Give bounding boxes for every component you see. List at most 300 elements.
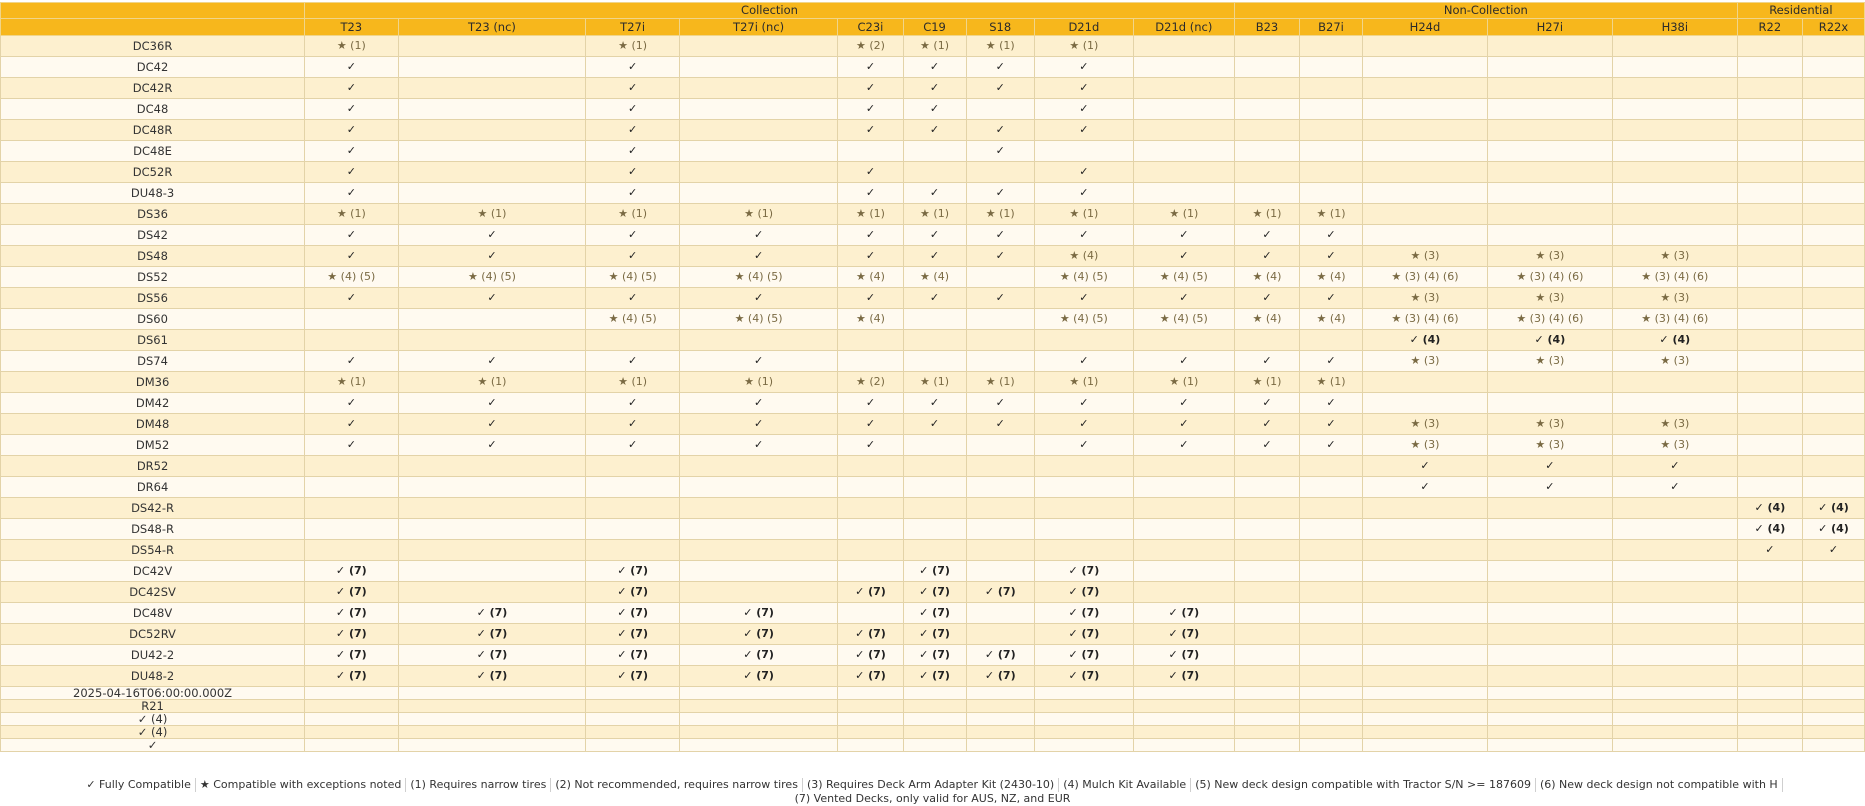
- compatibility-cell: ★ (1): [966, 372, 1034, 393]
- compatibility-cell: ✓: [586, 141, 679, 162]
- compatibility-cell: ★ (1): [1034, 36, 1133, 57]
- compatibility-cell: ✓: [679, 435, 838, 456]
- empty-cell: [838, 739, 903, 752]
- compatibility-cell: [305, 519, 398, 540]
- compatibility-cell: [1034, 540, 1133, 561]
- compatibility-cell: ✓: [1133, 225, 1234, 246]
- empty-cell: [966, 739, 1034, 752]
- compatibility-cell: [1737, 204, 1802, 225]
- compatibility-cell: [1802, 120, 1864, 141]
- compatibility-cell: [838, 498, 903, 519]
- compatibility-cell: ✓: [679, 288, 838, 309]
- compatibility-cell: ✓ (7): [398, 666, 586, 687]
- compatibility-cell: [1300, 540, 1363, 561]
- legend-item: (6) New deck design not compatible with H: [1536, 778, 1783, 792]
- empty-cell: [1802, 687, 1864, 700]
- compatibility-cell: ✓: [679, 351, 838, 372]
- compatibility-cell: [1802, 183, 1864, 204]
- compatibility-cell: [586, 540, 679, 561]
- empty-cell: [305, 726, 398, 739]
- compatibility-cell: [1802, 666, 1864, 687]
- compatibility-cell: ✓: [1034, 183, 1133, 204]
- compatibility-table: [0, 2, 1865, 752]
- compatibility-cell: ✓ (7): [1034, 645, 1133, 666]
- compatibility-cell: [586, 477, 679, 498]
- empty-cell: [305, 739, 398, 752]
- empty-cell: [1363, 687, 1488, 700]
- extra-row-label: ✓: [1, 739, 305, 752]
- compatibility-cell: ★ (3): [1363, 351, 1488, 372]
- compatibility-cell: ✓: [305, 141, 398, 162]
- compatibility-cell: [1234, 78, 1299, 99]
- deck-name: DC42: [1, 57, 305, 78]
- legend-item: (2) Not recommended, requires narrow tires: [551, 778, 803, 792]
- compatibility-cell: [966, 99, 1034, 120]
- compatibility-cell: [1612, 393, 1737, 414]
- compatibility-cell: ✓ (4): [1802, 519, 1864, 540]
- compatibility-cell: [1737, 120, 1802, 141]
- compatibility-cell: [305, 540, 398, 561]
- compatibility-cell: ★ (1): [586, 204, 679, 225]
- compatibility-cell: ✓: [1034, 78, 1133, 99]
- compatibility-cell: ✓: [838, 183, 903, 204]
- compatibility-cell: [1234, 141, 1299, 162]
- compatibility-cell: [679, 456, 838, 477]
- compatibility-cell: [1300, 666, 1363, 687]
- empty-cell: [903, 726, 966, 739]
- empty-cell: [1612, 726, 1737, 739]
- compatibility-cell: [1612, 540, 1737, 561]
- table-row: [1, 603, 1865, 624]
- compatibility-cell: ✓: [838, 78, 903, 99]
- compatibility-cell: [966, 435, 1034, 456]
- compatibility-cell: ✓: [966, 57, 1034, 78]
- compatibility-cell: [1802, 225, 1864, 246]
- empty-cell: [966, 713, 1034, 726]
- column-header: B27i: [1300, 19, 1363, 36]
- empty-cell: [1802, 739, 1864, 752]
- compatibility-cell: [1802, 456, 1864, 477]
- compatibility-cell: ✓: [1034, 99, 1133, 120]
- compatibility-cell: [838, 330, 903, 351]
- compatibility-cell: [1737, 225, 1802, 246]
- compatibility-cell: [903, 435, 966, 456]
- empty-cell: [398, 726, 586, 739]
- compatibility-cell: [586, 498, 679, 519]
- compatibility-cell: [1133, 183, 1234, 204]
- compatibility-cell: [1133, 78, 1234, 99]
- empty-cell: [1234, 739, 1299, 752]
- compatibility-cell: [398, 141, 586, 162]
- table-row: [1, 57, 1865, 78]
- compatibility-cell: ✓ (4): [1737, 519, 1802, 540]
- compatibility-cell: [398, 183, 586, 204]
- compatibility-cell: ✓: [305, 57, 398, 78]
- compatibility-cell: [1234, 540, 1299, 561]
- empty-cell: [1802, 700, 1864, 713]
- compatibility-cell: [1802, 57, 1864, 78]
- compatibility-cell: ✓: [1300, 288, 1363, 309]
- compatibility-cell: ✓: [305, 78, 398, 99]
- deck-name: DS60: [1, 309, 305, 330]
- compatibility-cell: ✓ (7): [903, 624, 966, 645]
- column-header: T23: [305, 19, 398, 36]
- compatibility-cell: ★ (1): [966, 204, 1034, 225]
- compatibility-cell: ✓ (7): [903, 666, 966, 687]
- compatibility-cell: [1802, 141, 1864, 162]
- table-row: [1, 561, 1865, 582]
- table-row: [1, 267, 1865, 288]
- empty-cell: [1487, 700, 1612, 713]
- compatibility-cell: [903, 477, 966, 498]
- empty-cell: [838, 713, 903, 726]
- compatibility-cell: ✓: [966, 393, 1034, 414]
- legend-item: (5) New deck design compatible with Tractor S/N >= 187609: [1191, 778, 1536, 792]
- empty-cell: [1234, 700, 1299, 713]
- compatibility-cell: [1802, 78, 1864, 99]
- compatibility-cell: [903, 498, 966, 519]
- empty-cell: [1300, 713, 1363, 726]
- compatibility-cell: [1234, 36, 1299, 57]
- compatibility-cell: ✓: [586, 99, 679, 120]
- compatibility-cell: ✓ (7): [305, 561, 398, 582]
- compatibility-cell: [1234, 498, 1299, 519]
- compatibility-cell: [1133, 120, 1234, 141]
- compatibility-cell: [838, 603, 903, 624]
- compatibility-cell: [1487, 36, 1612, 57]
- compatibility-cell: ✓: [1363, 456, 1488, 477]
- extra-row: [1, 713, 1865, 726]
- empty-cell: [1300, 726, 1363, 739]
- empty-cell: [1612, 700, 1737, 713]
- compatibility-cell: ★ (3) (4) (6): [1363, 267, 1488, 288]
- compatibility-cell: [1737, 330, 1802, 351]
- compatibility-cell: [1234, 330, 1299, 351]
- compatibility-cell: ✓: [838, 57, 903, 78]
- compatibility-cell: [1363, 78, 1488, 99]
- compatibility-cell: [1363, 372, 1488, 393]
- compatibility-cell: [1802, 36, 1864, 57]
- compatibility-cell: ✓ (4): [1487, 330, 1612, 351]
- compatibility-cell: [903, 162, 966, 183]
- compatibility-cell: ★ (1): [1133, 372, 1234, 393]
- column-header: B23: [1234, 19, 1299, 36]
- compatibility-cell: ★ (1): [1300, 372, 1363, 393]
- compatibility-cell: [1234, 582, 1299, 603]
- deck-name: DS61: [1, 330, 305, 351]
- compatibility-cell: [1034, 141, 1133, 162]
- compatibility-cell: [398, 99, 586, 120]
- table-row: [1, 666, 1865, 687]
- compatibility-cell: ✓ (7): [398, 603, 586, 624]
- compatibility-cell: ✓: [966, 225, 1034, 246]
- compatibility-cell: ✓: [305, 225, 398, 246]
- group-header: Collection: [305, 3, 1235, 19]
- empty-cell: [1487, 687, 1612, 700]
- compatibility-cell: ✓: [903, 99, 966, 120]
- compatibility-cell: [1234, 120, 1299, 141]
- deck-name: DC52R: [1, 162, 305, 183]
- legend: [0, 778, 1865, 806]
- compatibility-cell: ✓: [903, 225, 966, 246]
- empty-cell: [586, 713, 679, 726]
- compatibility-cell: ★ (4) (5): [305, 267, 398, 288]
- empty-cell: [1487, 739, 1612, 752]
- compatibility-cell: [1487, 372, 1612, 393]
- empty-cell: [1133, 726, 1234, 739]
- compatibility-cell: ✓: [1234, 246, 1299, 267]
- empty-cell: [1737, 739, 1802, 752]
- compatibility-cell: [1737, 99, 1802, 120]
- compatibility-cell: [966, 498, 1034, 519]
- compatibility-cell: ✓: [305, 393, 398, 414]
- compatibility-cell: [1487, 498, 1612, 519]
- compatibility-cell: [1737, 57, 1802, 78]
- legend-item: (3) Requires Deck Arm Adapter Kit (2430-10): [803, 778, 1059, 792]
- compatibility-cell: [586, 456, 679, 477]
- empty-cell: [1802, 726, 1864, 739]
- compatibility-cell: ✓: [586, 120, 679, 141]
- extra-row: [1, 700, 1865, 713]
- empty-cell: [1363, 713, 1488, 726]
- compatibility-cell: ✓: [1034, 57, 1133, 78]
- empty-cell: [1133, 700, 1234, 713]
- compatibility-cell: [1737, 162, 1802, 183]
- empty-cell: [1234, 713, 1299, 726]
- compatibility-cell: ★ (1): [903, 372, 966, 393]
- compatibility-cell: ✓: [838, 246, 903, 267]
- compatibility-cell: [679, 540, 838, 561]
- compatibility-cell: [1802, 624, 1864, 645]
- empty-cell: [1300, 687, 1363, 700]
- compatibility-cell: [1802, 561, 1864, 582]
- compatibility-cell: ★ (4): [1234, 309, 1299, 330]
- deck-name: DU48-3: [1, 183, 305, 204]
- compatibility-cell: [1487, 666, 1612, 687]
- compatibility-cell: [1612, 57, 1737, 78]
- empty-cell: [1234, 687, 1299, 700]
- empty-cell: [1737, 713, 1802, 726]
- compatibility-cell: [1234, 624, 1299, 645]
- compatibility-cell: [966, 456, 1034, 477]
- compatibility-cell: ★ (4) (5): [1133, 267, 1234, 288]
- compatibility-cell: ★ (1): [586, 372, 679, 393]
- compatibility-cell: [679, 78, 838, 99]
- compatibility-cell: ✓ (7): [966, 645, 1034, 666]
- compatibility-cell: [1737, 477, 1802, 498]
- deck-name: DR64: [1, 477, 305, 498]
- compatibility-cell: [838, 456, 903, 477]
- compatibility-cell: [966, 267, 1034, 288]
- compatibility-cell: ★ (4) (5): [1034, 267, 1133, 288]
- compatibility-cell: [966, 477, 1034, 498]
- column-header: H38i: [1612, 19, 1737, 36]
- deck-name: DC48V: [1, 603, 305, 624]
- compatibility-cell: ✓ (7): [966, 582, 1034, 603]
- compatibility-cell: [398, 330, 586, 351]
- compatibility-cell: ✓ (7): [903, 603, 966, 624]
- compatibility-cell: [1300, 57, 1363, 78]
- compatibility-cell: ✓ (7): [1034, 561, 1133, 582]
- compatibility-cell: [1300, 162, 1363, 183]
- compatibility-cell: [1487, 582, 1612, 603]
- compatibility-cell: ✓: [1300, 246, 1363, 267]
- compatibility-cell: [1802, 330, 1864, 351]
- deck-name: DR52: [1, 456, 305, 477]
- compatibility-cell: ✓ (7): [1133, 645, 1234, 666]
- compatibility-cell: ★ (1): [1034, 372, 1133, 393]
- compatibility-cell: [1612, 666, 1737, 687]
- compatibility-cell: [1487, 183, 1612, 204]
- empty-cell: [903, 700, 966, 713]
- compatibility-cell: ★ (1): [1300, 204, 1363, 225]
- compatibility-cell: ✓: [838, 99, 903, 120]
- compatibility-cell: [1737, 309, 1802, 330]
- deck-name: DM42: [1, 393, 305, 414]
- compatibility-cell: ✓: [586, 288, 679, 309]
- compatibility-cell: [679, 120, 838, 141]
- empty-cell: [1363, 739, 1488, 752]
- compatibility-cell: ✓: [1300, 393, 1363, 414]
- compatibility-cell: ✓ (4): [1363, 330, 1488, 351]
- compatibility-cell: ✓: [586, 246, 679, 267]
- compatibility-cell: [1300, 645, 1363, 666]
- compatibility-cell: ★ (3) (4) (6): [1612, 267, 1737, 288]
- compatibility-cell: ★ (4): [838, 309, 903, 330]
- compatibility-cell: ✓ (7): [586, 624, 679, 645]
- compatibility-cell: ✓: [1612, 456, 1737, 477]
- compatibility-cell: [1737, 246, 1802, 267]
- compatibility-cell: [1133, 519, 1234, 540]
- column-header: T23 (nc): [398, 19, 586, 36]
- compatibility-cell: ✓ (7): [586, 603, 679, 624]
- table-row: [1, 393, 1865, 414]
- compatibility-chart: [0, 2, 1865, 752]
- compatibility-cell: ✓: [1737, 540, 1802, 561]
- extra-row-label: ✓ (4): [1, 713, 305, 726]
- compatibility-cell: [1300, 141, 1363, 162]
- compatibility-cell: ★ (4) (5): [586, 267, 679, 288]
- empty-cell: [1737, 700, 1802, 713]
- compatibility-cell: ✓: [305, 162, 398, 183]
- compatibility-cell: ★ (3) (4) (6): [1363, 309, 1488, 330]
- compatibility-cell: [398, 456, 586, 477]
- compatibility-cell: ★ (3): [1612, 246, 1737, 267]
- empty-cell: [1612, 713, 1737, 726]
- compatibility-cell: [903, 330, 966, 351]
- compatibility-cell: [1034, 330, 1133, 351]
- compatibility-cell: [679, 99, 838, 120]
- compatibility-cell: [1133, 582, 1234, 603]
- compatibility-cell: [1737, 267, 1802, 288]
- deck-name: DM52: [1, 435, 305, 456]
- compatibility-cell: [1133, 99, 1234, 120]
- deck-name: DC42V: [1, 561, 305, 582]
- empty-cell: [586, 700, 679, 713]
- compatibility-cell: [1802, 351, 1864, 372]
- compatibility-cell: [838, 540, 903, 561]
- compatibility-cell: ✓ (4): [1737, 498, 1802, 519]
- compatibility-cell: ★ (1): [398, 372, 586, 393]
- compatibility-cell: ✓: [903, 78, 966, 99]
- compatibility-cell: ✓: [1234, 435, 1299, 456]
- compatibility-cell: ★ (1): [1234, 204, 1299, 225]
- compatibility-cell: ✓: [1034, 414, 1133, 435]
- compatibility-cell: ✓ (7): [1034, 666, 1133, 687]
- compatibility-cell: [903, 456, 966, 477]
- compatibility-cell: [679, 582, 838, 603]
- compatibility-cell: ✓ (7): [1034, 603, 1133, 624]
- compatibility-cell: [398, 561, 586, 582]
- compatibility-cell: [1133, 561, 1234, 582]
- compatibility-cell: ✓ (7): [305, 603, 398, 624]
- compatibility-cell: [1034, 456, 1133, 477]
- extra-row-label: 2025-04-16T06:00:00.000Z: [1, 687, 305, 700]
- extra-row-label: ✓ (4): [1, 726, 305, 739]
- compatibility-cell: ✓: [838, 414, 903, 435]
- compatibility-cell: [1802, 267, 1864, 288]
- compatibility-cell: [1363, 561, 1488, 582]
- table-row: [1, 582, 1865, 603]
- compatibility-cell: ✓: [1234, 351, 1299, 372]
- table-row: [1, 99, 1865, 120]
- compatibility-cell: [1802, 204, 1864, 225]
- compatibility-cell: [1363, 498, 1488, 519]
- deck-name: DC48R: [1, 120, 305, 141]
- compatibility-cell: ★ (3) (4) (6): [1612, 309, 1737, 330]
- group-header-row: [1, 3, 1865, 19]
- compatibility-cell: [398, 120, 586, 141]
- table-row: [1, 183, 1865, 204]
- compatibility-cell: [1234, 561, 1299, 582]
- deck-name: DC42SV: [1, 582, 305, 603]
- compatibility-cell: ✓ (4): [1802, 498, 1864, 519]
- empty-cell: [1737, 687, 1802, 700]
- compatibility-cell: ✓: [305, 351, 398, 372]
- deck-name: DC48E: [1, 141, 305, 162]
- empty-cell: [1133, 687, 1234, 700]
- column-header-row: [1, 19, 1865, 36]
- compatibility-cell: ✓: [966, 183, 1034, 204]
- compatibility-cell: [1363, 519, 1488, 540]
- table-row: [1, 246, 1865, 267]
- compatibility-cell: ★ (3): [1363, 246, 1488, 267]
- compatibility-cell: [903, 540, 966, 561]
- compatibility-cell: ✓: [838, 120, 903, 141]
- compatibility-cell: [1802, 414, 1864, 435]
- empty-cell: [586, 739, 679, 752]
- deck-name: DS48: [1, 246, 305, 267]
- compatibility-cell: [305, 456, 398, 477]
- compatibility-cell: [679, 561, 838, 582]
- compatibility-cell: [305, 477, 398, 498]
- compatibility-cell: [398, 540, 586, 561]
- compatibility-cell: [966, 624, 1034, 645]
- compatibility-cell: [1802, 309, 1864, 330]
- compatibility-cell: ★ (4): [838, 267, 903, 288]
- compatibility-cell: [1300, 78, 1363, 99]
- compatibility-cell: ✓: [679, 225, 838, 246]
- compatibility-cell: ✓ (7): [305, 582, 398, 603]
- compatibility-cell: ✓: [1300, 414, 1363, 435]
- compatibility-cell: [1034, 498, 1133, 519]
- compatibility-cell: ✓: [1300, 351, 1363, 372]
- compatibility-cell: [1300, 330, 1363, 351]
- compatibility-cell: ✓: [1234, 288, 1299, 309]
- compatibility-cell: [1487, 519, 1612, 540]
- compatibility-cell: ✓: [305, 414, 398, 435]
- compatibility-cell: ★ (4) (5): [679, 309, 838, 330]
